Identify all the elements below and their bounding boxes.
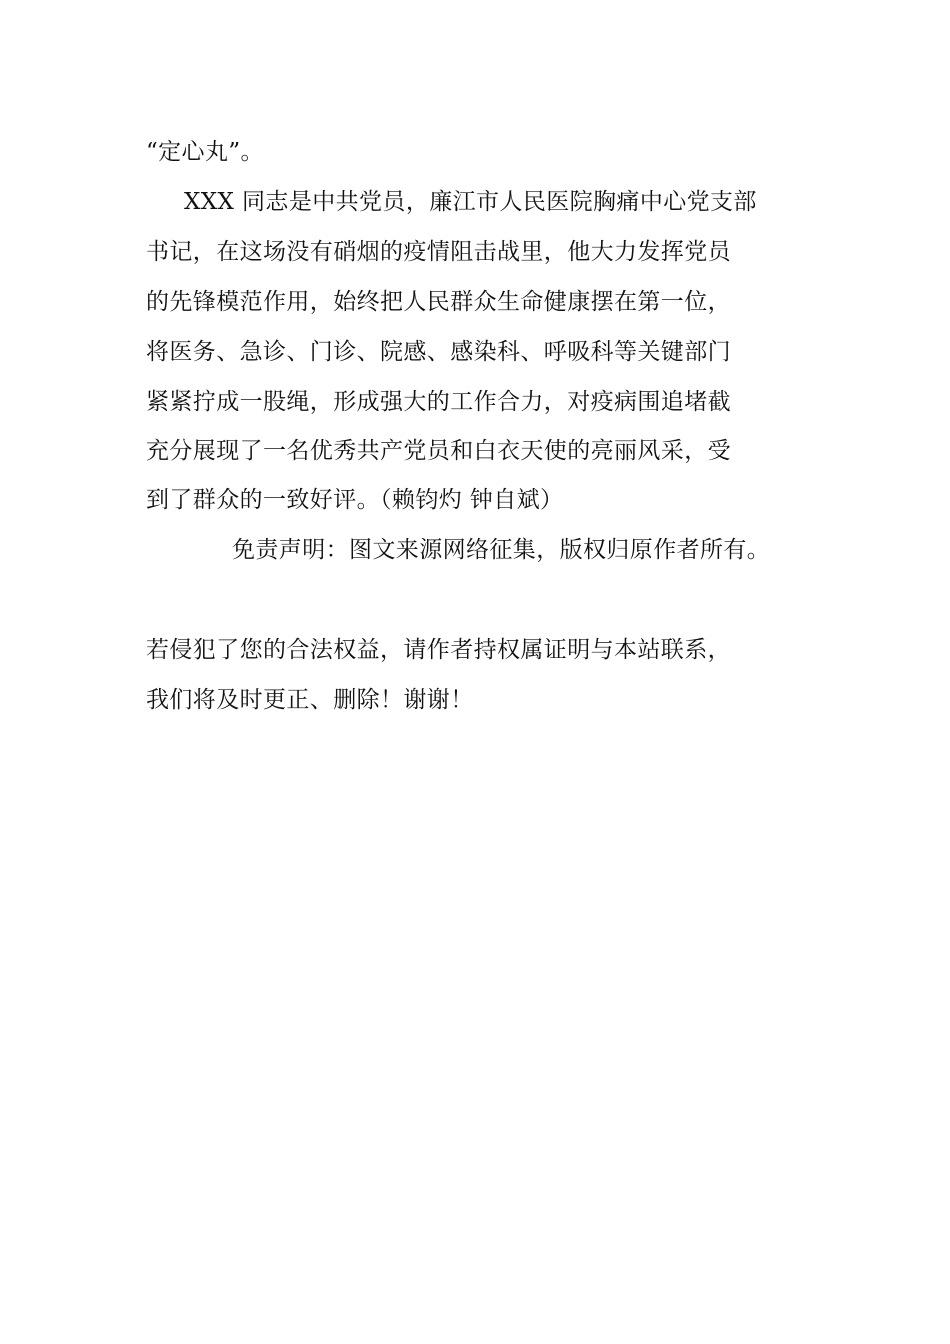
paragraph-line: “定心丸”。 — [146, 139, 264, 165]
paragraph-line: 将医务、急诊、门诊、院感、感染科、呼吸科等关键部门 — [146, 339, 731, 365]
paragraph-line: 的先锋模范作用，始终把人民群众生命健康摆在第一位， — [146, 289, 731, 315]
notice-line: 若侵犯了您的合法权益，请作者持权属证明与本站联系， — [146, 637, 731, 663]
paragraph-line: 书记，在这场没有硝烟的疫情阻击战里，他大力发挥党员 — [146, 239, 731, 265]
notice-line: 我们将及时更正、删除！谢谢！ — [146, 687, 474, 713]
paragraph-line: XXX 同志是中共党员，廉江市人民医院胸痛中心党支部 — [184, 189, 757, 215]
paragraph-line: 充分展现了一名优秀共产党员和白衣天使的亮丽风采，受 — [146, 438, 731, 464]
paragraph-line: 紧紧拧成一股绳，形成强大的工作合力，对疫病围追堵截 — [146, 389, 731, 415]
paragraph-line: 到了群众的一致好评。（赖钧灼 钟自斌） — [146, 487, 564, 513]
disclaimer-text: 免责声明：图文来源网络征集，版权归原作者所有。 — [232, 537, 771, 563]
